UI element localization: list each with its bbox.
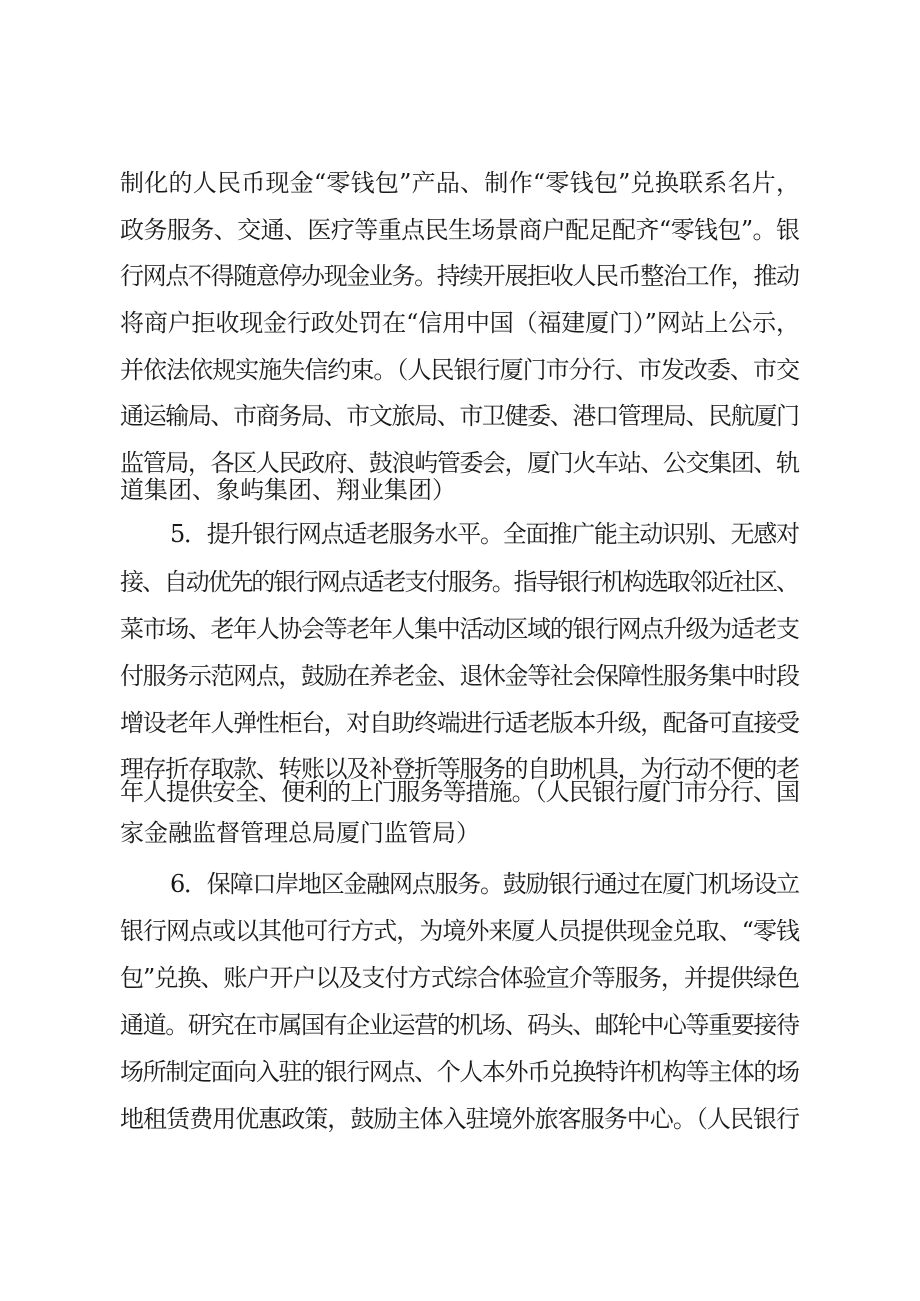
text-line — [0, 864, 920, 904]
text-line-content: 将商户拒收现金行政处罚在“信用中国（福建厦门）”网站上公示， — [120, 309, 800, 337]
text-line — [0, 163, 920, 203]
text-line — [0, 958, 920, 998]
text-line — [0, 1005, 920, 1045]
text-line-content: 年人提供安全、便利的上门服务等措施。（人民银行厦门市分行、国 — [120, 778, 800, 806]
text-line-content: 道集团、象屿集团、翔业集团） — [120, 476, 456, 504]
text-line-content: 5．提升银行网点适老服务水平。全面推广能主动识别、无感对 — [170, 520, 799, 548]
text-line — [0, 656, 920, 696]
text-line — [0, 514, 920, 554]
text-line-content: 通道。研究在市属国有企业运营的机场、码头、邮轮中心等重要接待 — [120, 1011, 799, 1039]
text-line — [0, 911, 920, 951]
text-line-content: 银行网点或以其他可行方式，为境外来厦人员提供现金兑取、“零钱 — [120, 917, 800, 945]
text-line-content: 菜市场、老年人协会等老年人集中活动区域的银行网点升级为适老支 — [120, 615, 799, 643]
text-line — [0, 703, 920, 743]
text-line-content: 政务服务、交通、医疗等重点民生场景商户配足配齐“零钱包”。银 — [120, 216, 800, 244]
text-line — [0, 1099, 920, 1139]
text-line-content: 家金融监督管理总局厦门监管局） — [120, 819, 480, 847]
text-line — [0, 210, 920, 250]
text-line-content: 通运输局、市商务局、市文旅局、市卫健委、港口管理局、民航厦门 — [120, 402, 799, 430]
text-line — [0, 609, 920, 649]
text-line — [0, 350, 920, 390]
text-line-content: 场所制定面向入驻的银行网点、个人本外币兑换特许机构等主体的场 — [120, 1058, 799, 1086]
text-line-content: 包”兑换、账户开户以及支付方式综合体验宣介等服务，并提供绿色 — [120, 964, 800, 992]
text-line-content: 地租赁费用优惠政策，鼓励主体入驻境外旅客服务中心。（人民银行 — [120, 1105, 800, 1133]
text-line-content: 理存折存取款、转账以及补登折等服务的自助机具，为行动不便的老 — [120, 755, 799, 783]
text-line — [0, 813, 920, 853]
text-line — [0, 470, 920, 510]
text-line — [0, 772, 920, 812]
text-line-content: 6．保障口岸地区金融网点服务。鼓励银行通过在厦门机场设立 — [170, 870, 799, 898]
text-line — [0, 303, 920, 343]
text-line-content: 接、自动优先的银行网点适老支付服务。指导银行机构选取邻近社区、 — [120, 568, 798, 596]
text-line — [0, 396, 920, 436]
text-line-content: 并依法依规实施失信约束。（人民银行厦门市分行、市发改委、市交 — [120, 356, 800, 384]
text-line-content: 付服务示范网点，鼓励在养老金、退休金等社会保障性服务集中时段 — [120, 662, 799, 690]
text-line-content: 监管局，各区人民政府、鼓浪屿管委会，厦门火车站、公交集团、轨 — [120, 449, 799, 477]
text-line — [0, 1052, 920, 1092]
text-line-content: 行网点不得随意停办现金业务。持续开展拒收人民币整治工作，推动 — [120, 262, 799, 290]
text-line-content: 增设老年人弹性柜台，对自助终端进行适老版本升级，配备可直接受 — [120, 709, 799, 737]
text-line — [0, 562, 920, 602]
text-line-content: 制化的人民币现金“零钱包”产品、制作“零钱包”兑换联系名片， — [120, 169, 801, 197]
text-line — [0, 256, 920, 296]
